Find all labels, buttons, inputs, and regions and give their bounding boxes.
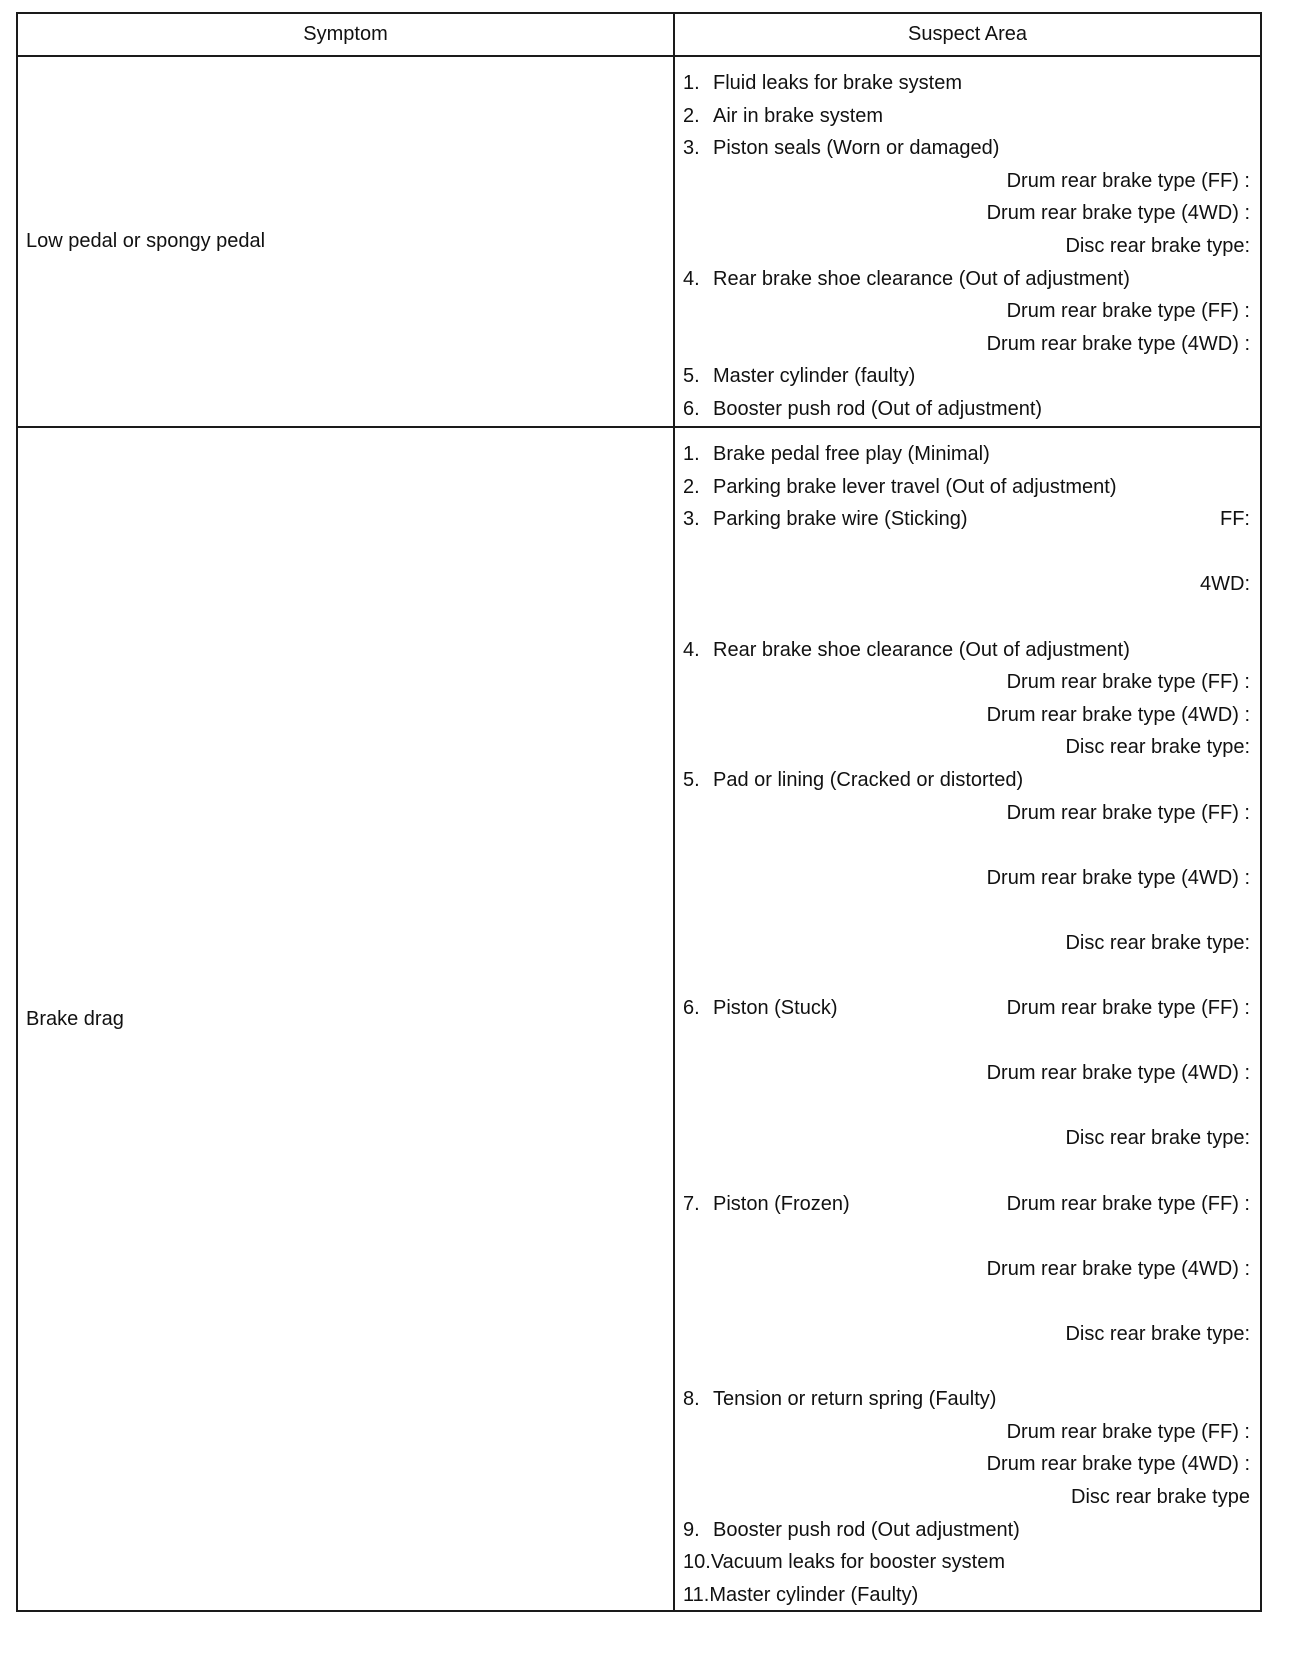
list-item: 5. Master cylinder (faulty): [683, 365, 916, 388]
table-header: [18, 14, 1260, 55]
sub-item: Disc rear brake type: [1071, 1486, 1250, 1508]
list-item: 10.Vacuum leaks for booster system: [683, 1551, 1006, 1574]
spacer: [683, 894, 1250, 927]
sub-item: Drum rear brake type (4WD) :: [986, 332, 1250, 355]
list-item: 5. Pad or lining (Cracked or distorted): [683, 768, 1024, 791]
spacer: [683, 829, 1250, 862]
suspect-area-cell: [675, 428, 1260, 1610]
sub-item: Drum rear brake type (FF) :: [1006, 997, 1250, 1020]
sub-item: Drum rear brake type (4WD) :: [986, 1257, 1250, 1280]
list-item: 11.Master cylinder (Faulty): [683, 1583, 919, 1606]
list-item: 6. Piston (Stuck) Drum rear brake type (FF) :: [683, 992, 1250, 1025]
symptom-cell: [18, 428, 675, 1610]
symptom-text: Brake drag: [26, 1007, 124, 1030]
list-item: 3. Piston seals (Worn or damaged): [683, 137, 1000, 160]
sub-item: FF:: [1220, 508, 1250, 531]
sub-item: Disc rear brake type:: [1065, 931, 1250, 954]
spacer: [683, 601, 1250, 634]
symptom-text: Low pedal or spongy pedal: [26, 230, 266, 252]
sub-item: Drum rear brake type (4WD) :: [986, 703, 1250, 726]
spacer: [683, 1220, 1250, 1253]
sub-item: Drum rear brake type (FF) :: [1006, 671, 1250, 694]
list-item: 6. Booster push rod (Out of adjustment): [683, 397, 1043, 420]
list-item: 8. Tension or return spring (Faulty): [683, 1388, 997, 1411]
table-row: [18, 426, 1260, 1610]
spacer: [683, 1285, 1250, 1318]
list-item: 1. Fluid leaks for brake system: [683, 72, 962, 94]
sub-item: Drum rear brake type (FF) :: [1006, 300, 1250, 323]
list-item: 2. Parking brake lever travel (Out of adjustment): [683, 475, 1117, 498]
list-item: 1. Brake pedal free play (Minimal): [683, 443, 990, 465]
sub-item: Drum rear brake type (FF) :: [1006, 1192, 1250, 1215]
list-item: 4. Rear brake shoe clearance (Out of adjustment): [683, 267, 1130, 290]
sub-item: Drum rear brake type (FF) :: [1006, 169, 1250, 192]
spacer: [683, 960, 1250, 993]
sub-item: Drum rear brake type (4WD) :: [986, 202, 1250, 225]
sub-item: Disc rear brake type:: [1065, 736, 1250, 759]
spacer: [683, 1351, 1250, 1384]
list-item: 7. Piston (Frozen) Drum rear brake type (FF) :: [683, 1188, 1250, 1221]
spacer: [683, 1025, 1250, 1058]
suspect-area-cell: [675, 57, 1260, 426]
sub-item: Disc rear brake type:: [1065, 1323, 1250, 1346]
diagnosis-table: [16, 12, 1262, 1612]
list-item: 4. Rear brake shoe clearance (Out of adjustment): [683, 638, 1130, 661]
spacer: [683, 1090, 1250, 1123]
list-item: 3. Parking brake wire (Sticking) FF:: [683, 503, 1250, 536]
sub-item: Disc rear brake type:: [1065, 234, 1250, 257]
sub-item: Disc rear brake type:: [1065, 1127, 1250, 1150]
sub-item: Drum rear brake type (FF) :: [1006, 801, 1250, 824]
sub-item: Drum rear brake type (4WD) :: [986, 1453, 1250, 1476]
sub-item: 4WD:: [1200, 573, 1250, 596]
header-suspect-area: Suspect Area: [908, 23, 1027, 45]
spacer: [683, 1155, 1250, 1188]
symptom-cell: [18, 57, 675, 426]
sub-item: Drum rear brake type (4WD) :: [986, 866, 1250, 889]
table-row: [18, 55, 1260, 426]
header-symptom: Symptom: [18, 14, 675, 55]
spacer: [683, 536, 1250, 569]
list-item: 9. Booster push rod (Out adjustment): [683, 1518, 1020, 1541]
list-item: 2. Air in brake system: [683, 104, 884, 127]
sub-item: Drum rear brake type (4WD) :: [986, 1062, 1250, 1085]
sub-item: Drum rear brake type (FF) :: [1006, 1420, 1250, 1443]
